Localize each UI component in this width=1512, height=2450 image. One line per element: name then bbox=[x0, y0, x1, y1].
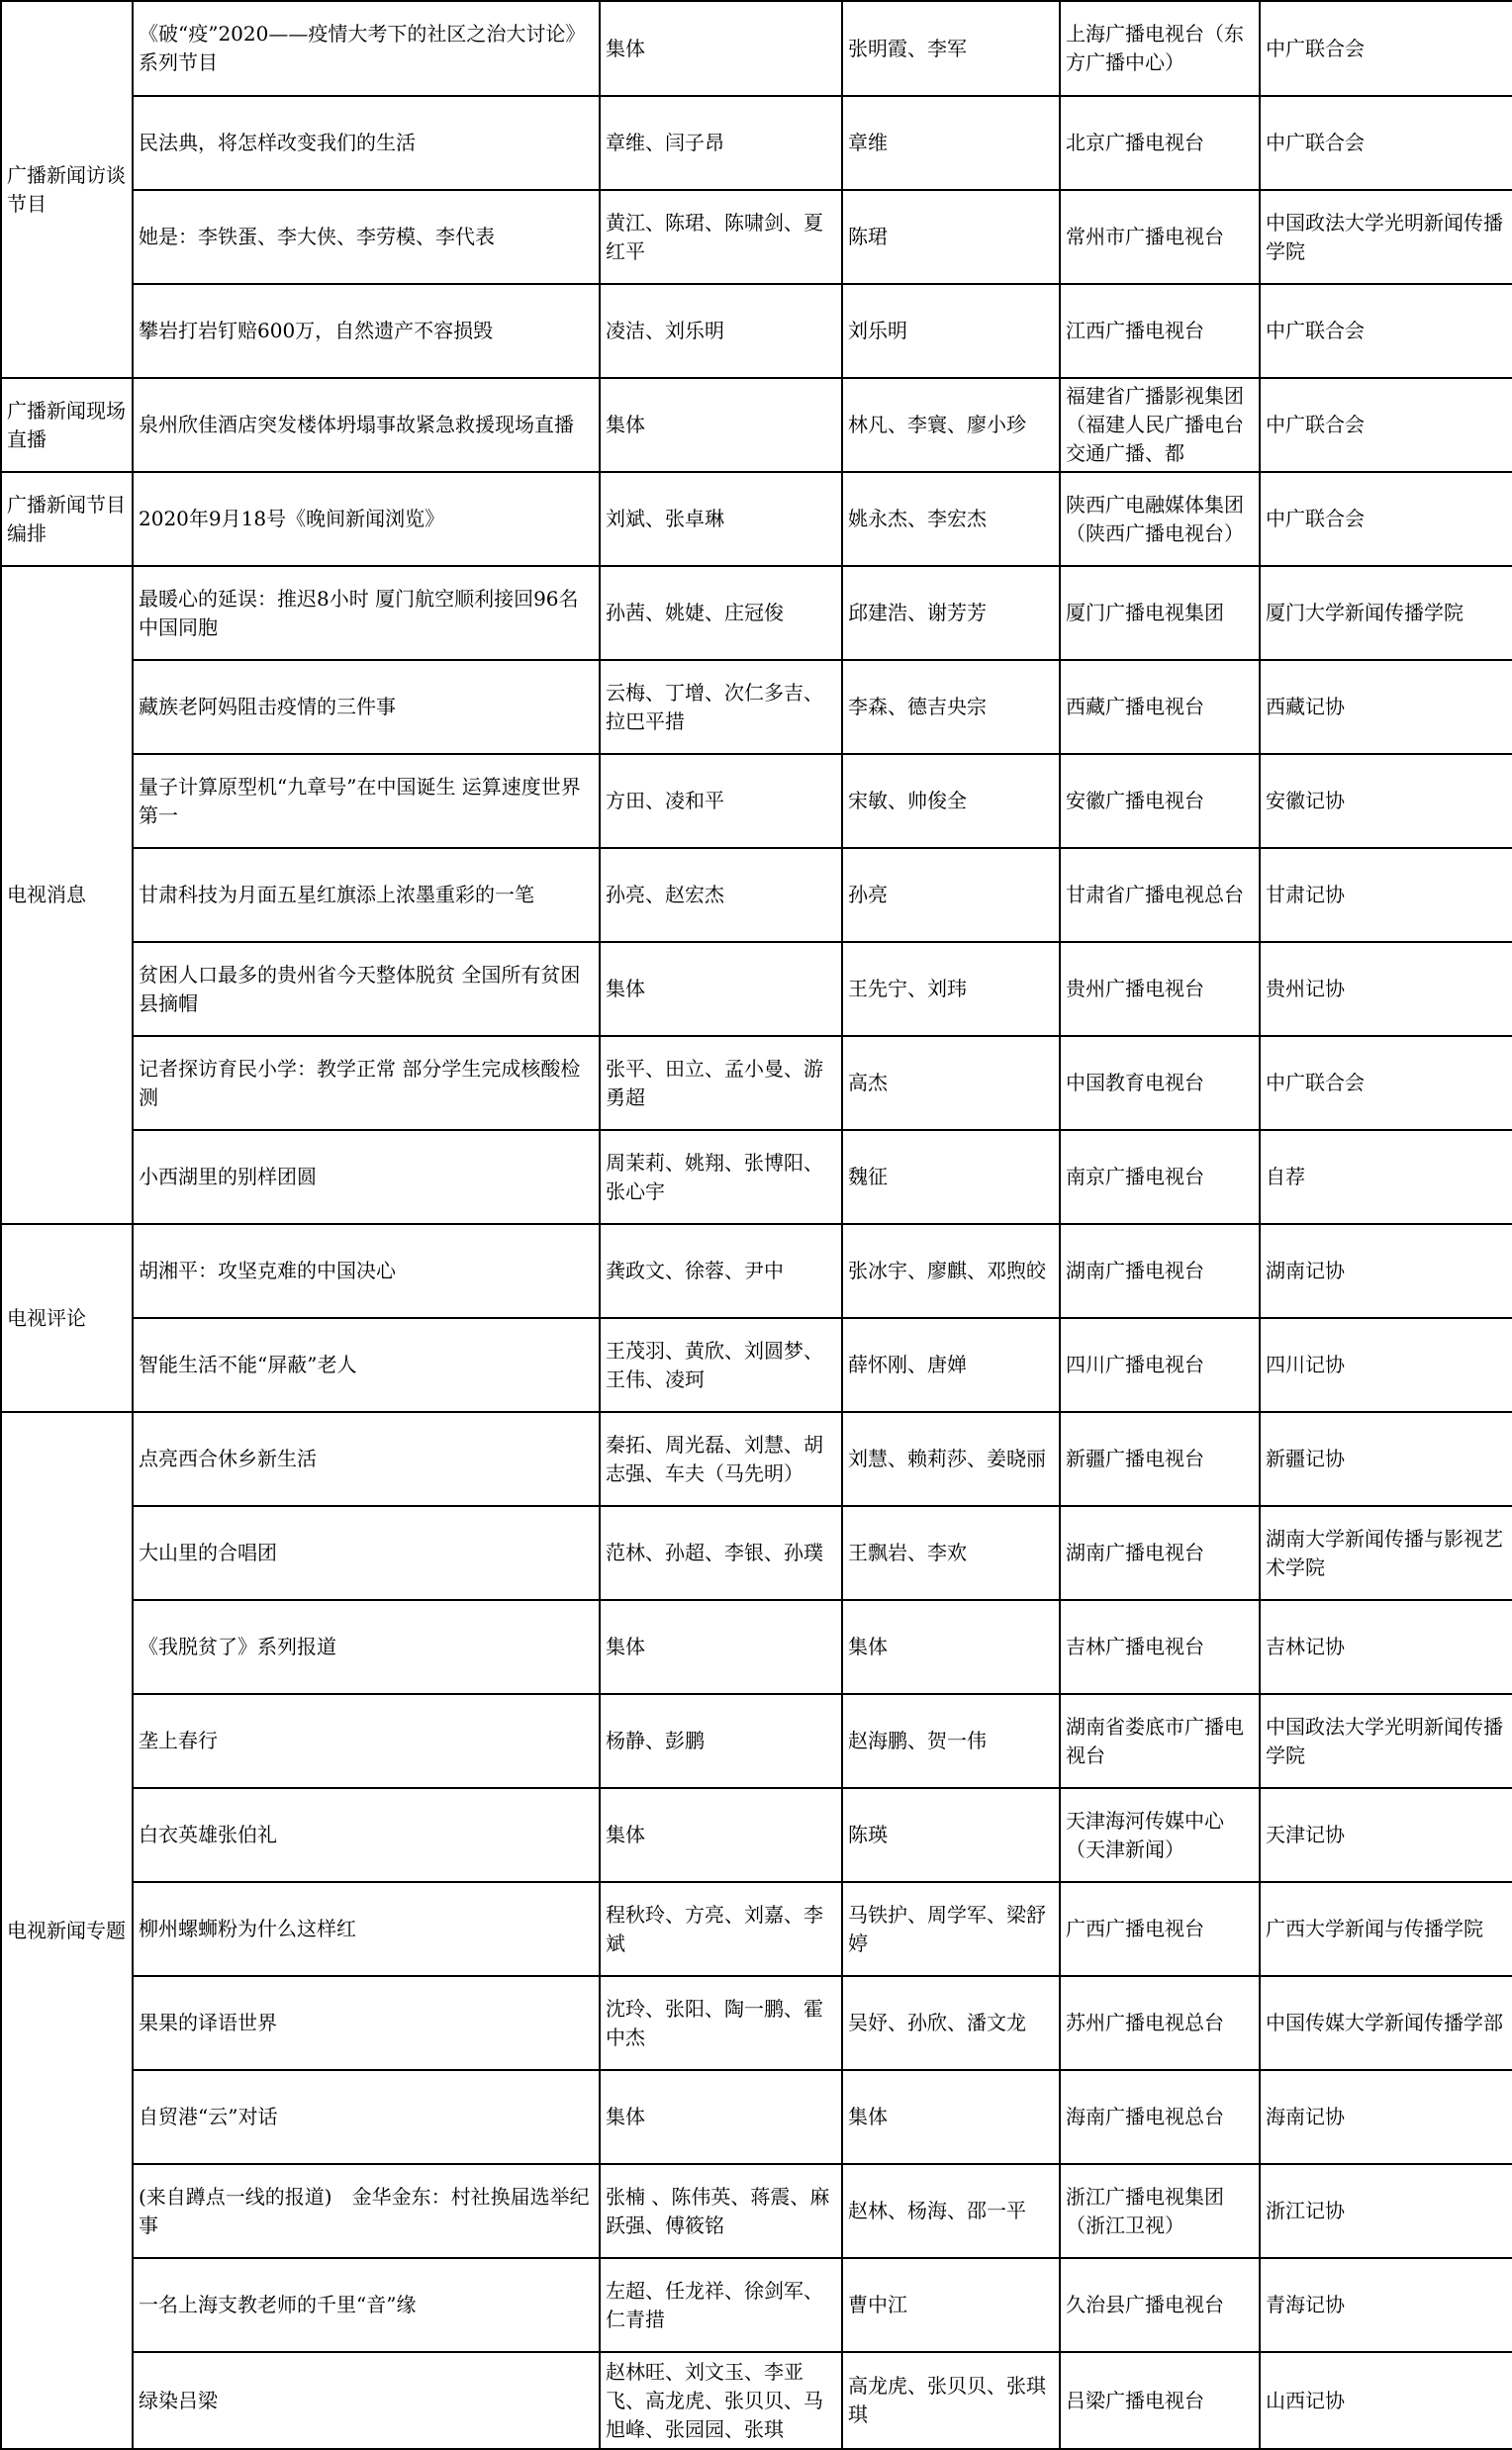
entry-unit: 广西广播电视台 bbox=[1066, 1917, 1204, 1940]
entry-title-cell bbox=[133, 1694, 600, 1788]
entry-title-cell bbox=[133, 1788, 600, 1882]
entry-unit-cell bbox=[1060, 2258, 1260, 2352]
entry-authors: 章维、闫子昂 bbox=[606, 131, 724, 154]
entry-authors-cell bbox=[600, 660, 842, 754]
category-cell: 电视消息 bbox=[1, 566, 133, 1224]
table-row bbox=[1, 1224, 1512, 1318]
entry-editors-cell bbox=[842, 1882, 1060, 1976]
entry-title-cell bbox=[133, 848, 600, 942]
entry-unit-cell bbox=[1060, 472, 1260, 566]
entry-title: 一名上海支教老师的千里“音”缘 bbox=[139, 2293, 417, 2316]
entry-recommender-cell bbox=[1260, 566, 1512, 660]
entry-authors: 王茂羽、黄欣、刘圆梦、王伟、凌珂 bbox=[606, 1338, 823, 1391]
entry-unit-cell bbox=[1060, 378, 1260, 472]
entry-editors-cell bbox=[842, 2258, 1060, 2352]
entry-unit: 陕西广电融媒体集团（陕西广播电视台） bbox=[1066, 492, 1244, 545]
entry-editors: 宋敏、帅俊全 bbox=[848, 789, 967, 812]
entry-editors-cell bbox=[842, 1224, 1060, 1318]
entry-unit-cell bbox=[1060, 1506, 1260, 1600]
entry-editors-cell bbox=[842, 2352, 1060, 2449]
entry-recommender: 自荐 bbox=[1266, 1165, 1305, 1188]
entry-editors-cell bbox=[842, 1318, 1060, 1412]
entry-title-cell bbox=[133, 472, 600, 566]
table-row bbox=[1, 2070, 1512, 2164]
entry-title: 藏族老阿妈阻击疫情的三件事 bbox=[139, 695, 396, 718]
entry-editors-cell bbox=[842, 1412, 1060, 1506]
table-row bbox=[1, 1130, 1512, 1224]
entry-authors: 范林、孙超、李银、孙璞 bbox=[606, 1541, 823, 1564]
entry-recommender: 中广联合会 bbox=[1266, 319, 1365, 342]
entry-recommender-cell bbox=[1260, 1788, 1512, 1882]
entry-unit-cell bbox=[1060, 942, 1260, 1036]
entry-authors: 周茉莉、姚翔、张博阳、张心宇 bbox=[606, 1150, 823, 1203]
entry-title-cell bbox=[133, 1506, 600, 1600]
entry-editors: 吴妤、孙欣、潘文龙 bbox=[848, 2011, 1026, 2034]
entry-recommender-cell bbox=[1260, 472, 1512, 566]
entry-unit-cell bbox=[1060, 1788, 1260, 1882]
table-row bbox=[1, 566, 1512, 660]
entry-unit-cell bbox=[1060, 660, 1260, 754]
entry-editors: 王飘岩、李欢 bbox=[848, 1541, 967, 1564]
table-row bbox=[1, 1788, 1512, 1882]
entry-title: 大山里的合唱团 bbox=[139, 1541, 277, 1564]
entry-recommender-cell bbox=[1260, 2352, 1512, 2449]
entry-editors: 张冰宇、廖麒、邓煦皎 bbox=[848, 1259, 1046, 1282]
entry-title: 攀岩打岩钉赔600万，自然遗产不容损毁 bbox=[139, 319, 494, 342]
entry-editors-cell bbox=[842, 190, 1060, 284]
entry-unit: 北京广播电视台 bbox=[1066, 131, 1204, 154]
entry-editors: 魏征 bbox=[848, 1165, 888, 1188]
entry-title: 泉州欣佳酒店突发楼体坍塌事故紧急救援现场直播 bbox=[139, 413, 574, 436]
entry-unit: 四川广播电视台 bbox=[1066, 1353, 1204, 1376]
entry-authors-cell bbox=[600, 1130, 842, 1224]
category-cell: 电视评论 bbox=[1, 1224, 133, 1412]
entry-title: 《破“疫”2020——疫情大考下的社区之治大讨论》系列节目 bbox=[139, 22, 586, 74]
entry-authors: 左超、任龙祥、徐剑军、仁青措 bbox=[606, 2278, 823, 2331]
entry-title-cell bbox=[133, 1318, 600, 1412]
entry-title: 智能生活不能“屏蔽”老人 bbox=[139, 1353, 357, 1376]
entry-authors: 沈玲、张阳、陶一鹏、霍中杰 bbox=[606, 1996, 823, 2049]
entry-authors-cell bbox=[600, 1412, 842, 1506]
table-row bbox=[1, 1506, 1512, 1600]
entry-editors: 高杰 bbox=[848, 1071, 888, 1094]
entry-authors: 孙茜、姚婕、庄冠俊 bbox=[606, 601, 784, 624]
entry-unit: 西藏广播电视台 bbox=[1066, 695, 1204, 718]
entry-authors: 杨静、彭鹏 bbox=[606, 1729, 705, 1752]
entry-recommender: 中广联合会 bbox=[1266, 507, 1365, 530]
entry-unit: 安徽广播电视台 bbox=[1066, 789, 1204, 812]
entry-unit: 厦门广播电视集团 bbox=[1066, 601, 1224, 624]
entry-unit: 吉林广播电视台 bbox=[1066, 1635, 1204, 1658]
entry-unit: 福建省广播影视集团（福建人民广播电台交通广播、都 bbox=[1066, 384, 1244, 465]
entry-title: 贫困人口最多的贵州省今天整体脱贫 全国所有贫困县摘帽 bbox=[139, 962, 581, 1015]
entry-title-cell bbox=[133, 1, 600, 96]
entry-recommender: 青海记协 bbox=[1266, 2293, 1345, 2316]
entry-unit-cell bbox=[1060, 2164, 1260, 2258]
entry-editors-cell bbox=[842, 96, 1060, 190]
entry-recommender: 西藏记协 bbox=[1266, 695, 1345, 718]
entry-title-cell bbox=[133, 1412, 600, 1506]
entry-authors-cell bbox=[600, 566, 842, 660]
entry-authors-cell bbox=[600, 1224, 842, 1318]
entry-recommender-cell bbox=[1260, 1036, 1512, 1130]
entry-editors: 薛怀刚、唐婵 bbox=[848, 1353, 967, 1376]
entry-title: 绿染吕梁 bbox=[139, 2388, 218, 2412]
entry-unit: 中国教育电视台 bbox=[1066, 1071, 1204, 1094]
table-row bbox=[1, 942, 1512, 1036]
entry-editors-cell bbox=[842, 660, 1060, 754]
entry-unit: 湖南广播电视台 bbox=[1066, 1541, 1204, 1564]
entry-recommender: 吉林记协 bbox=[1266, 1635, 1345, 1658]
entry-recommender: 安徽记协 bbox=[1266, 789, 1345, 812]
table-row bbox=[1, 660, 1512, 754]
table-row bbox=[1, 284, 1512, 378]
entry-unit-cell bbox=[1060, 1130, 1260, 1224]
entry-unit: 湖南省娄底市广播电视台 bbox=[1066, 1714, 1244, 1767]
entry-unit-cell bbox=[1060, 1694, 1260, 1788]
entry-editors-cell bbox=[842, 1600, 1060, 1694]
entry-recommender-cell bbox=[1260, 2164, 1512, 2258]
entry-authors-cell bbox=[600, 1, 842, 96]
entry-authors: 张楠 、陈伟英、蒋震、麻跃强、傅筱铭 bbox=[606, 2184, 830, 2237]
entry-editors-cell bbox=[842, 1130, 1060, 1224]
entry-editors-cell bbox=[842, 942, 1060, 1036]
entry-authors-cell bbox=[600, 1318, 842, 1412]
entry-authors-cell bbox=[600, 1788, 842, 1882]
entry-recommender-cell bbox=[1260, 1694, 1512, 1788]
entry-editors-cell bbox=[842, 754, 1060, 848]
entry-authors-cell bbox=[600, 190, 842, 284]
entry-title-cell bbox=[133, 754, 600, 848]
entry-unit: 海南广播电视总台 bbox=[1066, 2105, 1224, 2128]
table-row bbox=[1, 1882, 1512, 1976]
entry-editors: 曹中江 bbox=[848, 2293, 907, 2316]
entry-title: 点亮西合休乡新生活 bbox=[139, 1447, 317, 1470]
entry-editors-cell bbox=[842, 1788, 1060, 1882]
entry-authors: 集体 bbox=[606, 413, 645, 436]
entry-unit-cell bbox=[1060, 2352, 1260, 2449]
entry-authors-cell bbox=[600, 848, 842, 942]
entry-authors-cell bbox=[600, 942, 842, 1036]
entry-title: 白衣英雄张伯礼 bbox=[139, 1823, 277, 1846]
entry-unit-cell bbox=[1060, 566, 1260, 660]
entry-title-cell bbox=[133, 1976, 600, 2070]
entry-authors: 云梅、丁增、次仁多吉、拉巴平措 bbox=[606, 680, 823, 733]
entry-editors: 林凡、李寰、廖小珍 bbox=[848, 413, 1026, 436]
entry-unit: 新疆广播电视台 bbox=[1066, 1447, 1204, 1470]
entry-title: 柳州螺蛳粉为什么这样红 bbox=[139, 1917, 356, 1940]
entry-recommender-cell bbox=[1260, 1976, 1512, 2070]
table-row bbox=[1, 378, 1512, 472]
award-list-body bbox=[1, 1, 1512, 2449]
entry-editors-cell bbox=[842, 1, 1060, 96]
entry-authors-cell bbox=[600, 1600, 842, 1694]
entry-authors-cell bbox=[600, 1976, 842, 2070]
entry-authors: 方田、凌和平 bbox=[606, 789, 724, 812]
entry-title-cell bbox=[133, 378, 600, 472]
entry-title: 量子计算原型机“九章号”在中国诞生 运算速度世界第一 bbox=[139, 774, 581, 827]
entry-unit-cell bbox=[1060, 848, 1260, 942]
entry-editors-cell bbox=[842, 2070, 1060, 2164]
entry-editors-cell bbox=[842, 1036, 1060, 1130]
entry-title-cell bbox=[133, 1036, 600, 1130]
entry-unit: 湖南广播电视台 bbox=[1066, 1259, 1204, 1282]
entry-recommender: 海南记协 bbox=[1266, 2105, 1345, 2128]
entry-recommender: 湖南记协 bbox=[1266, 1259, 1345, 1282]
entry-authors-cell bbox=[600, 2070, 842, 2164]
entry-unit-cell bbox=[1060, 1600, 1260, 1694]
entry-authors: 黄江、陈珺、陈啸剑、夏红平 bbox=[606, 210, 823, 263]
entry-authors-cell bbox=[600, 1036, 842, 1130]
entry-recommender: 贵州记协 bbox=[1266, 977, 1345, 1000]
entry-recommender: 厦门大学新闻传播学院 bbox=[1266, 601, 1464, 624]
entry-unit: 天津海河传媒中心（天津新闻） bbox=[1066, 1808, 1224, 1861]
entry-unit: 吕梁广播电视台 bbox=[1066, 2388, 1204, 2412]
entry-recommender-cell bbox=[1260, 660, 1512, 754]
entry-recommender: 广西大学新闻与传播学院 bbox=[1266, 1917, 1483, 1940]
entry-unit-cell bbox=[1060, 284, 1260, 378]
entry-authors-cell bbox=[600, 1694, 842, 1788]
entry-recommender: 湖南大学新闻传播与影视艺术学院 bbox=[1266, 1526, 1503, 1579]
entry-recommender: 中国传媒大学新闻传播学部 bbox=[1266, 2011, 1503, 2034]
category-cell: 广播新闻现场直播 bbox=[1, 378, 133, 472]
entry-recommender-cell bbox=[1260, 1882, 1512, 1976]
entry-unit-cell bbox=[1060, 1882, 1260, 1976]
entry-title-cell bbox=[133, 660, 600, 754]
entry-authors: 龚政文、徐蓉、尹中 bbox=[606, 1259, 784, 1282]
entry-recommender-cell bbox=[1260, 1, 1512, 96]
entry-recommender-cell bbox=[1260, 1412, 1512, 1506]
entry-title-cell bbox=[133, 566, 600, 660]
table-row bbox=[1, 754, 1512, 848]
entry-title-cell bbox=[133, 190, 600, 284]
entry-title-cell bbox=[133, 2258, 600, 2352]
entry-authors-cell bbox=[600, 2164, 842, 2258]
entry-unit-cell bbox=[1060, 1412, 1260, 1506]
entry-recommender-cell bbox=[1260, 190, 1512, 284]
entry-editors-cell bbox=[842, 566, 1060, 660]
entry-authors: 集体 bbox=[606, 1823, 645, 1846]
entry-unit: 常州市广播电视台 bbox=[1066, 225, 1224, 248]
entry-title: 小西湖里的别样团圆 bbox=[139, 1165, 317, 1188]
entry-unit: 贵州广播电视台 bbox=[1066, 977, 1204, 1000]
entry-unit-cell bbox=[1060, 1036, 1260, 1130]
entry-unit-cell bbox=[1060, 1224, 1260, 1318]
entry-title-cell bbox=[133, 1224, 600, 1318]
entry-recommender-cell bbox=[1260, 1600, 1512, 1694]
table-row bbox=[1, 190, 1512, 284]
entry-editors: 刘慧、赖莉莎、姜晓丽 bbox=[848, 1447, 1046, 1470]
entry-title: 甘肃科技为月面五星红旗添上浓墨重彩的一笔 bbox=[139, 883, 534, 906]
entry-recommender: 天津记协 bbox=[1266, 1823, 1345, 1846]
entry-recommender: 中广联合会 bbox=[1266, 36, 1365, 60]
entry-unit-cell bbox=[1060, 1318, 1260, 1412]
entry-unit-cell bbox=[1060, 1, 1260, 96]
entry-editors: 张明霞、李军 bbox=[848, 36, 967, 60]
entry-recommender-cell bbox=[1260, 378, 1512, 472]
entry-editors-cell bbox=[842, 284, 1060, 378]
entry-editors: 章维 bbox=[848, 131, 888, 154]
entry-editors: 集体 bbox=[848, 1635, 888, 1658]
entry-title: (来自蹲点一线的报道) 金华金东：村社换届选举纪事 bbox=[139, 2184, 590, 2237]
entry-title-cell bbox=[133, 2164, 600, 2258]
entry-editors: 邱建浩、谢芳芳 bbox=[848, 601, 987, 624]
entry-recommender-cell bbox=[1260, 2258, 1512, 2352]
entry-recommender-cell bbox=[1260, 1506, 1512, 1600]
table-row bbox=[1, 1036, 1512, 1130]
entry-recommender: 四川记协 bbox=[1266, 1353, 1345, 1376]
table-row bbox=[1, 1694, 1512, 1788]
entry-recommender: 中广联合会 bbox=[1266, 413, 1365, 436]
entry-recommender-cell bbox=[1260, 2070, 1512, 2164]
entry-title: 她是：李铁蛋、李大侠、李劳模、李代表 bbox=[139, 225, 495, 248]
entry-title: 记者探访育民小学：教学正常 部分学生完成核酸检测 bbox=[139, 1056, 581, 1109]
entry-recommender: 中广联合会 bbox=[1266, 131, 1365, 154]
entry-title-cell bbox=[133, 2070, 600, 2164]
entry-recommender-cell bbox=[1260, 942, 1512, 1036]
entry-title-cell bbox=[133, 2352, 600, 2449]
entry-authors: 集体 bbox=[606, 1635, 645, 1658]
entry-unit: 南京广播电视台 bbox=[1066, 1165, 1204, 1188]
entry-recommender: 中广联合会 bbox=[1266, 1071, 1365, 1094]
entry-unit: 久治县广播电视台 bbox=[1066, 2293, 1224, 2316]
entry-unit: 浙江广播电视集团（浙江卫视） bbox=[1066, 2184, 1224, 2237]
entry-title-cell bbox=[133, 1882, 600, 1976]
entry-editors: 高龙虎、张贝贝、张琪琪 bbox=[848, 2374, 1046, 2426]
entry-recommender: 新疆记协 bbox=[1266, 1447, 1345, 1470]
table-row bbox=[1, 472, 1512, 566]
entry-authors: 秦拓、周光磊、刘慧、胡志强、车夫（马先明） bbox=[606, 1432, 823, 1485]
entry-editors: 马铁护、周学军、梁舒婷 bbox=[848, 1902, 1046, 1955]
entry-title: 《我脱贫了》系列报道 bbox=[139, 1635, 336, 1658]
entry-editors: 集体 bbox=[848, 2105, 888, 2128]
entry-editors-cell bbox=[842, 2164, 1060, 2258]
entry-recommender: 浙江记协 bbox=[1266, 2199, 1345, 2222]
category-cell: 广播新闻访谈节目 bbox=[1, 1, 133, 378]
category-cell: 电视新闻专题 bbox=[1, 1412, 133, 2449]
entry-editors-cell bbox=[842, 378, 1060, 472]
entry-editors: 陈瑛 bbox=[848, 1823, 888, 1846]
entry-editors: 赵林、杨海、邵一平 bbox=[848, 2199, 1026, 2222]
entry-unit: 苏州广播电视总台 bbox=[1066, 2011, 1224, 2034]
entry-unit: 江西广播电视台 bbox=[1066, 319, 1204, 342]
category-cell: 广播新闻节目编排 bbox=[1, 472, 133, 566]
entry-recommender: 中国政法大学光明新闻传播学院 bbox=[1266, 210, 1503, 263]
entry-editors: 孙亮 bbox=[848, 883, 888, 906]
entry-editors: 赵海鹏、贺一伟 bbox=[848, 1729, 987, 1752]
entry-authors-cell bbox=[600, 284, 842, 378]
entry-authors-cell bbox=[600, 2352, 842, 2449]
entry-authors-cell bbox=[600, 472, 842, 566]
entry-editors: 陈珺 bbox=[848, 225, 888, 248]
table-row bbox=[1, 1600, 1512, 1694]
entry-authors-cell bbox=[600, 754, 842, 848]
entry-editors-cell bbox=[842, 1694, 1060, 1788]
entry-authors-cell bbox=[600, 378, 842, 472]
entry-editors: 刘乐明 bbox=[848, 319, 907, 342]
table-row bbox=[1, 848, 1512, 942]
entry-unit: 甘肃省广播电视总台 bbox=[1066, 883, 1244, 906]
entry-title: 民法典，将怎样改变我们的生活 bbox=[139, 131, 416, 154]
entry-authors: 张平、田立、孟小曼、游勇超 bbox=[606, 1056, 823, 1109]
table-row bbox=[1, 96, 1512, 190]
entry-authors-cell bbox=[600, 2258, 842, 2352]
entry-recommender: 中国政法大学光明新闻传播学院 bbox=[1266, 1714, 1503, 1767]
entry-title: 最暖心的延误：推迟8小时 厦门航空顺利接回96名中国同胞 bbox=[139, 586, 579, 639]
entry-editors-cell bbox=[842, 472, 1060, 566]
entry-title: 果果的译语世界 bbox=[139, 2011, 277, 2034]
entry-editors: 姚永杰、李宏杰 bbox=[848, 507, 987, 530]
entry-unit-cell bbox=[1060, 96, 1260, 190]
entry-title: 自贸港“云”对话 bbox=[139, 2105, 278, 2128]
table-row bbox=[1, 1412, 1512, 1506]
entry-title-cell bbox=[133, 1600, 600, 1694]
entry-authors: 孙亮、赵宏杰 bbox=[606, 883, 724, 906]
entry-authors: 集体 bbox=[606, 2105, 645, 2128]
entry-title-cell bbox=[133, 1130, 600, 1224]
entry-recommender-cell bbox=[1260, 754, 1512, 848]
entry-title-cell bbox=[133, 96, 600, 190]
entry-title: 垄上春行 bbox=[139, 1729, 218, 1752]
entry-authors: 集体 bbox=[606, 36, 645, 60]
entry-authors-cell bbox=[600, 96, 842, 190]
entry-recommender-cell bbox=[1260, 96, 1512, 190]
entry-editors: 李森、德吉央宗 bbox=[848, 695, 987, 718]
entry-editors-cell bbox=[842, 1506, 1060, 1600]
entry-recommender: 甘肃记协 bbox=[1266, 883, 1345, 906]
entry-authors: 程秋玲、方亮、刘嘉、李斌 bbox=[606, 1902, 823, 1955]
entry-editors: 王先宁、刘玮 bbox=[848, 977, 967, 1000]
entry-unit-cell bbox=[1060, 190, 1260, 284]
entry-recommender: 山西记协 bbox=[1266, 2388, 1345, 2412]
entry-unit: 上海广播电视台（东方广播中心） bbox=[1066, 22, 1244, 74]
entry-authors: 赵林旺、刘文玉、李亚飞、高龙虎、张贝贝、马旭峰、张园园、张琪 bbox=[606, 2359, 823, 2441]
table-row bbox=[1, 1, 1512, 96]
entry-title: 2020年9月18号《晚间新闻浏览》 bbox=[139, 507, 445, 530]
entry-recommender-cell bbox=[1260, 1130, 1512, 1224]
table-row bbox=[1, 2352, 1512, 2449]
entry-recommender-cell bbox=[1260, 284, 1512, 378]
entry-authors-cell bbox=[600, 1882, 842, 1976]
entry-unit-cell bbox=[1060, 1976, 1260, 2070]
entry-authors: 刘斌、张卓琳 bbox=[606, 507, 724, 530]
entry-authors: 集体 bbox=[606, 977, 645, 1000]
entry-editors-cell bbox=[842, 848, 1060, 942]
entry-recommender-cell bbox=[1260, 1224, 1512, 1318]
entry-title: 胡湘平：攻坚克难的中国决心 bbox=[139, 1259, 396, 1282]
entry-title-cell bbox=[133, 942, 600, 1036]
entry-authors-cell bbox=[600, 1506, 842, 1600]
entry-unit-cell bbox=[1060, 2070, 1260, 2164]
entry-title-cell bbox=[133, 284, 600, 378]
table-row bbox=[1, 1976, 1512, 2070]
entry-unit-cell bbox=[1060, 754, 1260, 848]
entry-authors: 凌洁、刘乐明 bbox=[606, 319, 724, 342]
entry-editors-cell bbox=[842, 1976, 1060, 2070]
table-row bbox=[1, 2164, 1512, 2258]
table-row bbox=[1, 1318, 1512, 1412]
entry-recommender-cell bbox=[1260, 848, 1512, 942]
entry-recommender-cell bbox=[1260, 1318, 1512, 1412]
table-row bbox=[1, 2258, 1512, 2352]
